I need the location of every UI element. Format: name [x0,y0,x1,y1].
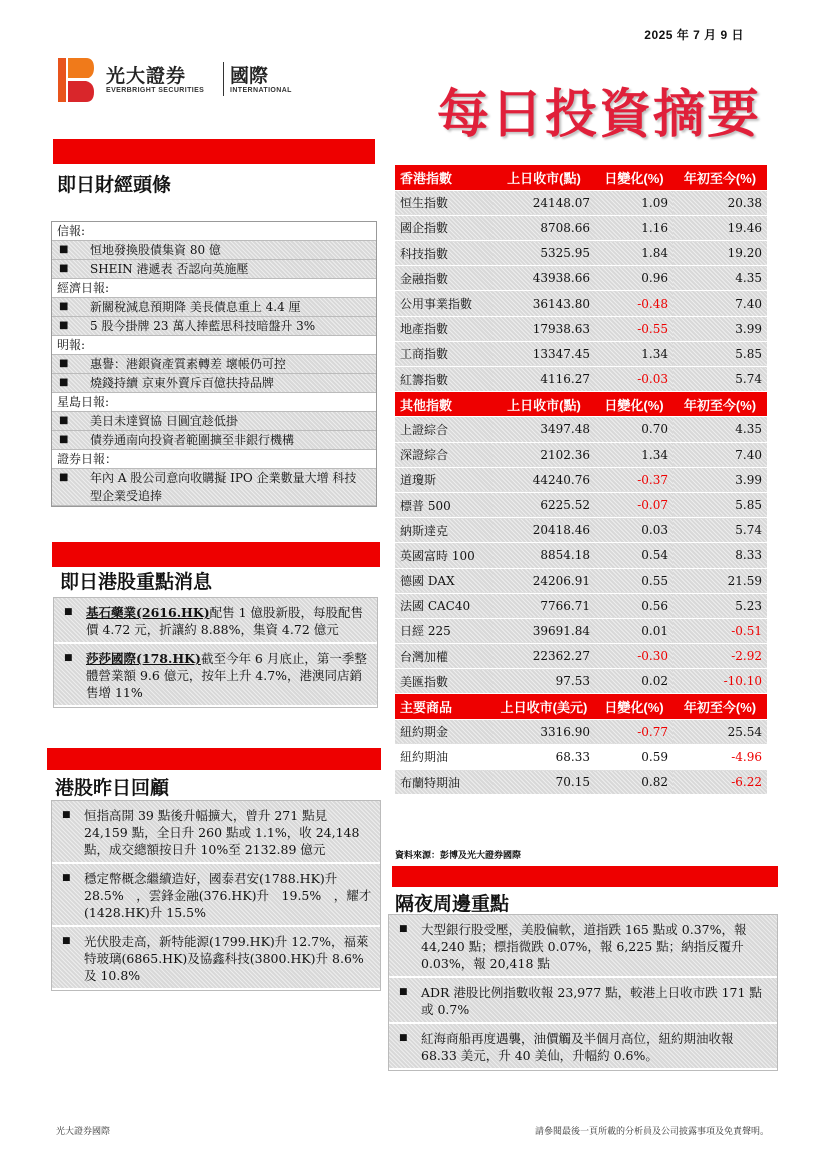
index-name-cell: 標普 500 [395,492,493,517]
value-cell: 1.34 [595,341,673,366]
value-cell: -0.07 [595,492,673,517]
value-cell: -0.55 [595,316,673,341]
value-cell: 97.53 [493,669,595,694]
index-name-cell: 紐約期油 [395,744,493,769]
square-bullet-icon: ■ [59,263,69,274]
headline-item [52,241,376,260]
headline-text: 5 股今掛牌 23 萬人捧藍思科技暗盤升 3% [90,319,316,333]
review-item [52,927,380,990]
table-row [395,215,767,240]
index-name-cell: 布蘭特期油 [395,770,493,795]
square-bullet-icon: ■ [59,301,69,312]
report-date: 2025 年 7 月 9 日 [644,28,744,42]
index-name-cell: 深證綜合 [395,442,493,467]
headlines-box [51,221,377,507]
index-name-cell: 工商指數 [395,341,493,366]
headline-text: 美日未達貿協 日圓宜趁低掛 [90,414,238,428]
value-cell: -0.37 [595,467,673,492]
headline-source: 明報: [52,336,376,355]
square-bullet-icon: ■ [64,607,73,617]
headline-text: 年內 A 股公司意向收購擬 IPO 企業數量大增 科技型企業受追捧 [90,471,357,503]
value-cell: 3.99 [673,316,767,341]
value-cell: -0.03 [595,367,673,392]
table-row [395,316,767,341]
headline-text: 燒錢持續 京東外賣斥百億扶持品牌 [90,376,274,390]
value-cell: 20418.46 [493,518,595,543]
index-name-cell: 德國 DAX [395,568,493,593]
index-name-cell: 日經 225 [395,618,493,643]
square-bullet-icon: ■ [62,810,71,820]
review-item [52,801,380,864]
table-row [395,618,767,643]
overnight-item [389,978,777,1024]
value-cell: 68.33 [493,744,595,769]
value-cell: 22362.27 [493,644,595,669]
headline-text: 新關稅減息預期降 美長債息重上 4.4 厘 [90,300,301,314]
headline-item [52,412,376,431]
logo-name-cn: 光大證券 [106,65,187,87]
table-header-cell: 日變化(%) [595,165,673,190]
index-name-cell: 公用事業指數 [395,291,493,316]
company-name: 基石藥業(2616.HK) [86,605,210,620]
value-cell: 7.40 [673,291,767,316]
value-cell: 5.85 [673,492,767,517]
value-cell: 20.38 [673,190,767,215]
bullet-text: ADR 港股比例指數收報 23,977 點，較港上日收市跌 171 點或 0.7% [421,985,762,1017]
market-table [395,165,767,795]
value-cell: 1.09 [595,190,673,215]
index-name-cell: 地產指數 [395,316,493,341]
value-cell: 8854.18 [493,543,595,568]
value-cell: 0.54 [595,543,673,568]
value-cell: -2.92 [673,644,767,669]
news-text: 截至今年 6 月底止，第一季整體營業額 9.6 億元，按年上升 4.7%，港澳同店銷售增 11% [86,651,367,700]
index-name-cell: 恒生指數 [395,190,493,215]
value-cell: 43938.66 [493,266,595,291]
value-cell: 17938.63 [493,316,595,341]
value-cell: 5325.95 [493,241,595,266]
table-row [395,669,767,694]
table-row [395,644,767,669]
value-cell: 5.85 [673,341,767,366]
square-bullet-icon: ■ [59,244,69,255]
table-header-cell: 年初至今(%) [673,694,767,719]
table-row [395,719,767,744]
value-cell: 0.82 [595,770,673,795]
logo-name-en: EVERBRIGHT SECURITIES [106,87,205,94]
index-name-cell: 國企指數 [395,215,493,240]
table-header-cell: 其他指數 [395,392,493,417]
headline-text: 恒地發換股債集資 80 億 [90,243,221,257]
report-banner: 每日投資摘要 [437,85,762,145]
overnight-item [389,1024,777,1070]
logo-name-cn2: 國際 [230,65,269,87]
bullet-text: 大型銀行股受壓，美股偏軟，道指跌 165 點或 0.37%，報 44,240 點；標指微跌 0.07%，報 6,225 點；納指反覆升 0.03%，報 20,418 點 [421,922,747,971]
hk-news-item [54,598,377,644]
square-bullet-icon: ■ [399,987,408,997]
table-row [395,593,767,618]
square-bullet-icon: ■ [64,653,73,663]
table-header-row [395,694,767,719]
value-cell: 0.01 [595,618,673,643]
headline-source: 信報: [52,222,376,241]
square-bullet-icon: ■ [59,434,69,445]
headline-item [52,355,376,374]
value-cell: 19.20 [673,241,767,266]
value-cell: 39691.84 [493,618,595,643]
square-bullet-icon: ■ [59,377,69,388]
value-cell: 21.59 [673,568,767,593]
value-cell: 4116.27 [493,367,595,392]
index-name-cell: 法國 CAC40 [395,593,493,618]
table-header-cell: 上日收市(美元) [493,694,595,719]
table-row [395,744,767,769]
index-name-cell: 上證綜合 [395,417,493,442]
section-bar-headlines [53,139,375,164]
value-cell: 0.56 [595,593,673,618]
value-cell: 3497.48 [493,417,595,442]
value-cell: 0.96 [595,266,673,291]
value-cell: 24148.07 [493,190,595,215]
table-header-cell: 年初至今(%) [673,392,767,417]
square-bullet-icon: ■ [59,415,69,426]
headline-source: 經濟日報: [52,279,376,298]
company-name: 莎莎國際(178.HK) [86,651,201,666]
table-row [395,518,767,543]
value-cell: 1.34 [595,442,673,467]
logo-divider [223,62,224,96]
value-cell: -6.22 [673,770,767,795]
value-cell: 7766.71 [493,593,595,618]
bullet-text: 穩定幣概念繼續造好，國泰君安(1788.HK)升 28.5% ，雲鋒金融(376.HK)升 19.5% ，耀才(1428.HK)升 15.5% [84,871,372,920]
table-row [395,417,767,442]
headline-item [52,374,376,393]
bullet-text: 紅海商船再度遇襲，油價觸及半個月高位，紐約期油收報 68.33 美元，升 40 美仙，升幅約 0.6%。 [421,1031,734,1063]
table-header-row [395,165,767,190]
table-header-cell: 年初至今(%) [673,165,767,190]
footer-disclaimer: 請參閱最後一頁所載的分析員及公司披露事項及免責聲明。 [534,1127,769,1137]
overnight-list [388,914,778,1071]
headline-item [52,298,376,317]
review-item [52,864,380,927]
value-cell: 2102.36 [493,442,595,467]
value-cell: -0.51 [673,618,767,643]
review-list [51,800,381,991]
value-cell: 4.35 [673,266,767,291]
table-header-cell: 香港指數 [395,165,493,190]
table-row [395,442,767,467]
table-row [395,341,767,366]
index-name-cell: 美匯指數 [395,669,493,694]
value-cell: 0.59 [595,744,673,769]
square-bullet-icon: ■ [59,358,69,369]
value-cell: 8708.66 [493,215,595,240]
value-cell: 24206.91 [493,568,595,593]
value-cell: 70.15 [493,770,595,795]
value-cell: 0.55 [595,568,673,593]
value-cell: 36143.80 [493,291,595,316]
headline-text: 惠譽：港銀資產質素轉差 壞帳仍可控 [90,357,286,371]
value-cell: 8.33 [673,543,767,568]
table-row [395,492,767,517]
headline-source: 星島日報: [52,393,376,412]
value-cell: 44240.76 [493,467,595,492]
value-cell: 5.74 [673,367,767,392]
table-header-cell: 日變化(%) [595,694,673,719]
table-row [395,291,767,316]
square-bullet-icon: ■ [62,873,71,883]
section-title-overnight: 隔夜周邊重點 [395,893,510,915]
value-cell: 3.99 [673,467,767,492]
news-text: 配售 1 億股新股，每股配售價 4.72 元，折讓約 8.88%，集資 4.72 億元 [86,605,364,637]
square-bullet-icon: ■ [59,320,69,331]
index-name-cell: 道瓊斯 [395,467,493,492]
table-header-cell: 上日收市(點) [493,165,595,190]
index-name-cell: 金融指數 [395,266,493,291]
headline-item [52,431,376,450]
value-cell: 0.02 [595,669,673,694]
square-bullet-icon: ■ [399,924,408,934]
value-cell: 5.74 [673,518,767,543]
footer-company: 光大證券國際 [56,1127,111,1137]
section-title-headlines: 即日財經頭條 [57,174,172,196]
square-bullet-icon: ■ [59,472,69,483]
value-cell: -0.77 [595,719,673,744]
value-cell: 5.23 [673,593,767,618]
square-bullet-icon: ■ [62,936,71,946]
overnight-item [389,915,777,978]
logo-name-en2: INTERNATIONAL [230,87,292,94]
table-row [395,568,767,593]
table-row [395,367,767,392]
headline-text: 債券通南向投資者範圍擴至非銀行機構 [90,433,295,447]
table-row [395,241,767,266]
value-cell: 7.40 [673,442,767,467]
company-logo [58,58,303,102]
value-cell: 4.35 [673,417,767,442]
headline-item [52,260,376,279]
index-name-cell: 科技指數 [395,241,493,266]
value-cell: -0.30 [595,644,673,669]
value-cell: 0.03 [595,518,673,543]
section-title-hk-news: 即日港股重點消息 [60,571,213,593]
index-name-cell: 台灣加權 [395,644,493,669]
section-title-review: 港股昨日回顧 [55,777,170,799]
value-cell: 25.54 [673,719,767,744]
table-header-cell: 日變化(%) [595,392,673,417]
table-header-cell: 上日收市(點) [493,392,595,417]
index-name-cell: 納斯達克 [395,518,493,543]
table-row [395,266,767,291]
bullet-text: 光伏股走高，新特能源(1799.HK)升 12.7%，福萊特玻璃(6865.HK)及協鑫科技(3800.HK)升 8.6%及 10.8% [84,934,369,983]
table-row [395,770,767,795]
table-row [395,467,767,492]
square-bullet-icon: ■ [399,1033,408,1043]
value-cell: 3316.90 [493,719,595,744]
table-row [395,543,767,568]
section-bar-hk-news [52,542,380,567]
value-cell: 6225.52 [493,492,595,517]
hk-news-list [53,597,378,708]
index-name-cell: 紅籌指數 [395,367,493,392]
value-cell: -4.96 [673,744,767,769]
value-cell: -0.48 [595,291,673,316]
index-name-cell: 英國富時 100 [395,543,493,568]
section-bar-review [47,748,381,770]
value-cell: 1.16 [595,215,673,240]
value-cell: 0.70 [595,417,673,442]
value-cell: 13347.45 [493,341,595,366]
hk-news-item [54,644,377,707]
headline-text: SHEIN 港遞表 否認向英施壓 [90,262,249,276]
bullet-text: 恒指高開 39 點後升幅擴大，曾升 271 點見 24,159 點，全日升 260 點或 1.1%，收 24,148 點，成交總額按日升 10%至 2132.89 億元 [84,808,360,857]
value-cell: 19.46 [673,215,767,240]
value-cell: 1.84 [595,241,673,266]
headline-item [52,469,376,506]
source-note: 資料來源：彭博及光大證券國際 [395,850,522,860]
headline-source: 證券日報： [52,450,376,469]
table-header-row [395,392,767,417]
headline-item [52,317,376,336]
section-bar-overnight [392,866,778,887]
index-name-cell: 紐約期金 [395,719,493,744]
table-row [395,190,767,215]
table-header-cell: 主要商品 [395,694,493,719]
value-cell: -10.10 [673,669,767,694]
everbright-logo-icon [58,58,94,102]
